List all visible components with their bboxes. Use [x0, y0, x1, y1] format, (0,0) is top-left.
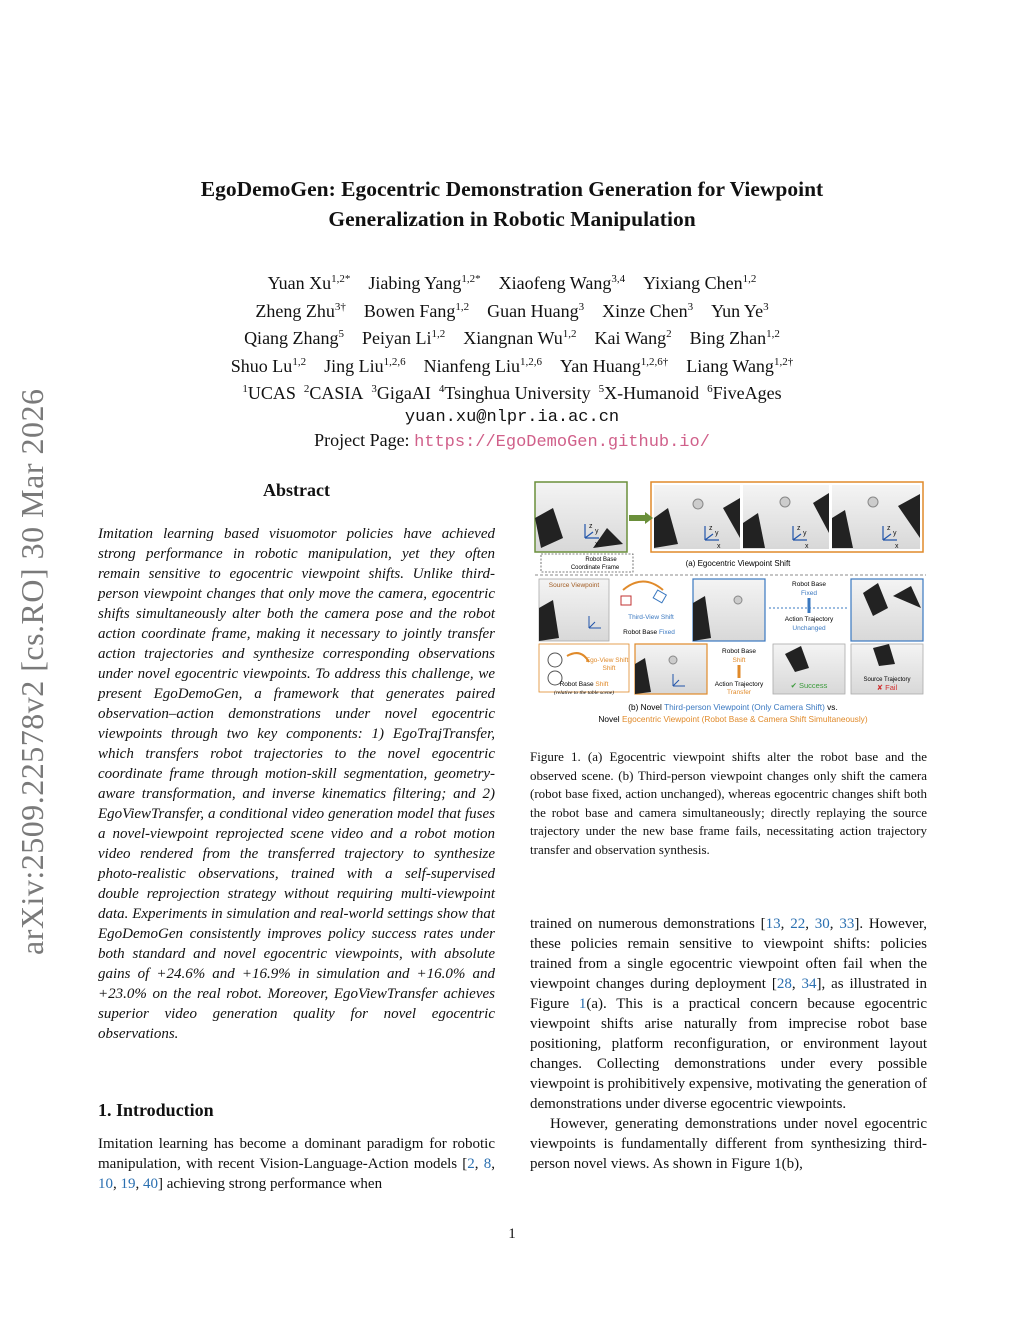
svg-text:y: y [715, 530, 719, 537]
project-label: Project Page: [314, 430, 410, 450]
author-affiliation-mark: 1,2* [461, 273, 481, 285]
svg-text:y: y [595, 528, 599, 535]
svg-text:y: y [893, 530, 897, 537]
figure-ref-link[interactable]: 1 [578, 996, 587, 1012]
svg-text:Ego-View Shift: Ego-View Shift [585, 657, 629, 664]
author-row [100, 351, 924, 379]
affiliation: $^4$Tsinghua University [438, 383, 591, 403]
author-rows [100, 268, 924, 378]
author-name: Yixiang Chen$^{1,2}$ [643, 273, 757, 293]
citation-link[interactable]: 10 [98, 1176, 113, 1192]
page-number: 1 [508, 1226, 516, 1242]
svg-text:Robot Base Shift: Robot Base Shift [559, 681, 609, 688]
author-name: Jing Liu$^{1,2,6}$ [324, 355, 406, 376]
author-name: Xiangnan Wu$^{1,2}$ [463, 328, 577, 348]
svg-text:Robot Base: Robot Base [722, 648, 756, 655]
author-affiliation-mark: 1,2,6 [520, 355, 543, 368]
author-affiliation-mark: 3 [687, 300, 694, 313]
author-name: Yun Ye$^3$ [711, 300, 769, 321]
affiliation: $^3$GigaAI [371, 383, 431, 403]
author-name: Liang Wang$^{1,2\dagger}$ [686, 355, 794, 376]
panel-b-title-1: (b) Novel Third-person Viewpoint (Only Camera Shift) vs. [628, 702, 838, 712]
author-affiliation-mark: 3,4 [611, 273, 626, 285]
svg-text:x: x [595, 541, 599, 548]
figure-caption: Figure 1. (a) Egocentric viewpoint shifts alter the robot base and the observed scene. (b) Third-person viewpoint changes only shift the camera (robot base fixed, action unchanged), whereas egocentric changes shift both the robot base and camera simultaneously; directly replaying the source trajectory under the new base frame fails, necessitating action trajectory transfer and observation synthesis. [530, 749, 927, 857]
abstract-text: Imitation learning based visuomotor policies have achieved strong performance in robotic manipulation, yet they often remain sensitive to egocentric viewpoint shifts. Unlike third-person viewpoint changes that only move the camera, egocentric shifts simultaneously alter both the camera pose and the robot action coordinate frame, making it necessary to jointly transfer action trajectories and synthesize corresponding observations under novel egocentric viewpoints. To address this challenge, we present EgoDemoGen, a framework that generates paired observation–action demonstrations under novel egocentric viewpoints through two key components: 1) EgoTrajTransfer, which transfers robot trajectories to the novel egocentric coordinate frame through motion-skill segmentation, geometry-aware transformation, and inverse kinematics filtering; and 2) EgoViewTransfer, a conditional video generation model that fuses a novel-viewpoint reprojected scene video and a robot motion video rendered from the transferred trajectory to synthesize photo-realistic observations, trained with a self-supervised double reprojection strategy without requiring multi-viewpoint data. Experiments in simulation and real-world settings show that EgoDemoGen consistently improves policy success rates under both standard and novel egocentric viewpoints, with absolute gains of +24.6% and +16.9% in simulation and +16.0% and +23.0% on the real robot. Moreover, EgoViewTransfer achieves superior video generation quality for novel egocentric observations. [98, 526, 495, 1042]
author-row [100, 323, 924, 351]
author-name: Yuan $Xu^{1,2*}$ [267, 273, 351, 293]
citation-link[interactable]: 19 [120, 1176, 136, 1192]
title-line-2: Generalization in Robotic Manipulation [328, 207, 696, 231]
citation-link[interactable]: 8 [483, 1156, 492, 1172]
svg-text:Shift: Shift [602, 665, 616, 672]
project-url-link[interactable]: https://EgoDemoGen.github.io/ [414, 433, 710, 452]
svg-text:Source Trajectory: Source Trajectory [863, 677, 911, 683]
author-name: Zheng Zhu$^{3\dagger}$ [255, 300, 346, 321]
author-affiliation-mark: 1,2 [742, 273, 757, 285]
svg-text:Robot Base: Robot Base [585, 557, 617, 563]
citation-link[interactable]: 40 [143, 1176, 158, 1192]
author-affiliation-mark: 1,2* [331, 273, 351, 285]
author-name: Jiabing Yang$^{1,2*}$ [368, 273, 481, 293]
author-row [100, 296, 924, 324]
right-column-body [530, 914, 927, 1174]
author-affiliation-mark: 1,2 [431, 328, 446, 340]
citation-link[interactable]: 13 [765, 916, 781, 932]
citation-link[interactable]: 2 [467, 1156, 475, 1172]
citation-link[interactable]: 28 [776, 976, 792, 992]
intro-heading: 1. Introduction [98, 1100, 214, 1120]
citation-link[interactable]: 33 [839, 916, 855, 932]
affiliations [100, 378, 924, 406]
author-name: Kai Wang$^2$ [594, 328, 672, 348]
author-affiliation-mark: 2 [666, 328, 672, 340]
author-affiliation-mark: 3 [578, 300, 585, 313]
svg-text:z: z [709, 525, 713, 532]
svg-text:✔ Success: ✔ Success [790, 681, 828, 690]
author-name: Guan Huang$^3$ [487, 300, 585, 321]
affiliation: $^2$CASIA [303, 383, 364, 403]
svg-text:Transfer: Transfer [727, 689, 751, 696]
svg-text:Source Viewpoint: Source Viewpoint [548, 582, 600, 589]
svg-text:z: z [797, 525, 801, 532]
citation-link[interactable]: 34 [801, 976, 817, 992]
third-view-result-image [851, 579, 923, 641]
author-affiliation-mark: 1,2,6† [640, 355, 669, 368]
abstract-heading: Abstract [263, 480, 330, 500]
title-line-1: EgoDemoGen: Egocentric Demonstration Generation for Viewpoint [200, 177, 824, 201]
author-name: Xiaofeng Wang$^{3,4}$ [498, 273, 626, 293]
figure-1 [533, 478, 928, 728]
author-affiliation-mark: 1,2† [773, 355, 794, 368]
panel-a-title: (a) Egocentric Viewpoint Shift [685, 559, 791, 568]
svg-text:Action Trajectory: Action Trajectory [714, 681, 764, 688]
curved-arrow-icon [623, 582, 663, 591]
svg-text:y: y [803, 530, 807, 537]
author-affiliation-mark: 5 [338, 328, 345, 340]
project-page [100, 429, 924, 455]
author-affiliation-mark: 1,2,6 [383, 355, 406, 368]
author-name: Qiang Zhang$^5$ [244, 328, 345, 348]
author-affiliation-mark: 3† [334, 300, 346, 313]
svg-text:z: z [887, 525, 891, 532]
svg-text:(relative to the table scene): (relative to the table scene) [554, 690, 614, 696]
author-affiliation-mark: 3 [763, 300, 769, 313]
affiliation: $^1$UCAS [242, 383, 296, 403]
author-affiliation-mark: 1,2 [562, 328, 577, 340]
citation-link[interactable]: 30 [814, 916, 830, 932]
svg-text:Unchanged: Unchanged [792, 625, 826, 632]
svg-text:Shift: Shift [732, 657, 746, 664]
svg-text:Fixed: Fixed [801, 590, 817, 597]
author-affiliation-mark: 1,2 [766, 328, 780, 340]
email: yuan.xu@nlpr.ia.ac.cn [404, 407, 620, 427]
svg-text:x: x [717, 543, 721, 550]
author-name: Xinze Chen$^3$ [602, 300, 694, 321]
author-name: Shuo Lu$^{1,2}$ [230, 355, 307, 376]
citation-link[interactable]: 22 [790, 916, 806, 932]
author-name: Nianfeng Liu$^{1,2,6}$ [423, 355, 543, 376]
paper-title [100, 174, 924, 234]
author-name: Bowen Fang$^{1,2}$ [363, 300, 470, 321]
author-affiliation-mark: 1,2 [455, 300, 470, 313]
affiliation: $^5$X-Humanoid [598, 383, 700, 403]
svg-text:z: z [589, 523, 593, 530]
svg-text:Robot Base: Robot Base [792, 581, 826, 588]
svg-text:Action Trajectory: Action Trajectory [784, 616, 834, 623]
author-block [100, 268, 924, 455]
svg-text:Robot Base Fixed: Robot Base Fixed [623, 629, 675, 636]
panel-b-title-2: Novel Egocentric Viewpoint (Robot Base & Camera Shift Simultaneously) [598, 714, 868, 724]
svg-text:Third-View Shift: Third-View Shift [628, 614, 674, 621]
affiliation: $^6$FiveAges [707, 383, 782, 403]
svg-text:x: x [805, 543, 809, 550]
intro-text: Imitation learning has become a dominant paradigm for robotic manipulation, with recent Vision-Language-Action models [2, 8, 10, 19, 40] achieving strong performance when [98, 1136, 495, 1192]
right-para-1: trained on numerous demonstrations [13, 22, 30, 33]. However, these policies remain sensitive to viewpoint shifts: policies trained from a single egocentric viewpoint often fail when the viewpoint changes during deployment [28, 34], as illustrated in Figure 1(a). This is a practical concern because egocentric viewpoint shifts arise naturally from imprecise robot base positioning, platform reconfiguration, or environment layout changes. Collecting demonstrations under every possible viewpoint is prohibitively expensive, motivating the generation of demonstrations under diverse egocentric viewpoints. [530, 916, 928, 1112]
svg-text:Coordinate Frame: Coordinate Frame [570, 565, 620, 571]
author-name: Bing Zhan$^{1,2}$ [689, 328, 780, 348]
arxiv-stamp: arXiv:2509.22578v2 [cs.RO] 30 Mar 2026 [14, 388, 50, 955]
svg-text:✘ Fail: ✘ Fail [876, 683, 898, 692]
camera-icon-shifted [653, 590, 666, 603]
author-name: Yan Huang$^{1,2,6\dagger}$ [560, 355, 669, 376]
right-para-2: However, generating demonstrations under novel egocentric viewpoints is fundamentally different from synthesizing third-person novel views. As shown in Figure 1(b), [530, 1116, 927, 1172]
author-row [100, 268, 924, 296]
camera-icon [621, 596, 631, 605]
svg-text:x: x [895, 543, 899, 550]
author-name: Peiyan Li$^{1,2}$ [362, 328, 446, 348]
author-affiliation-mark: 1,2 [292, 355, 307, 368]
